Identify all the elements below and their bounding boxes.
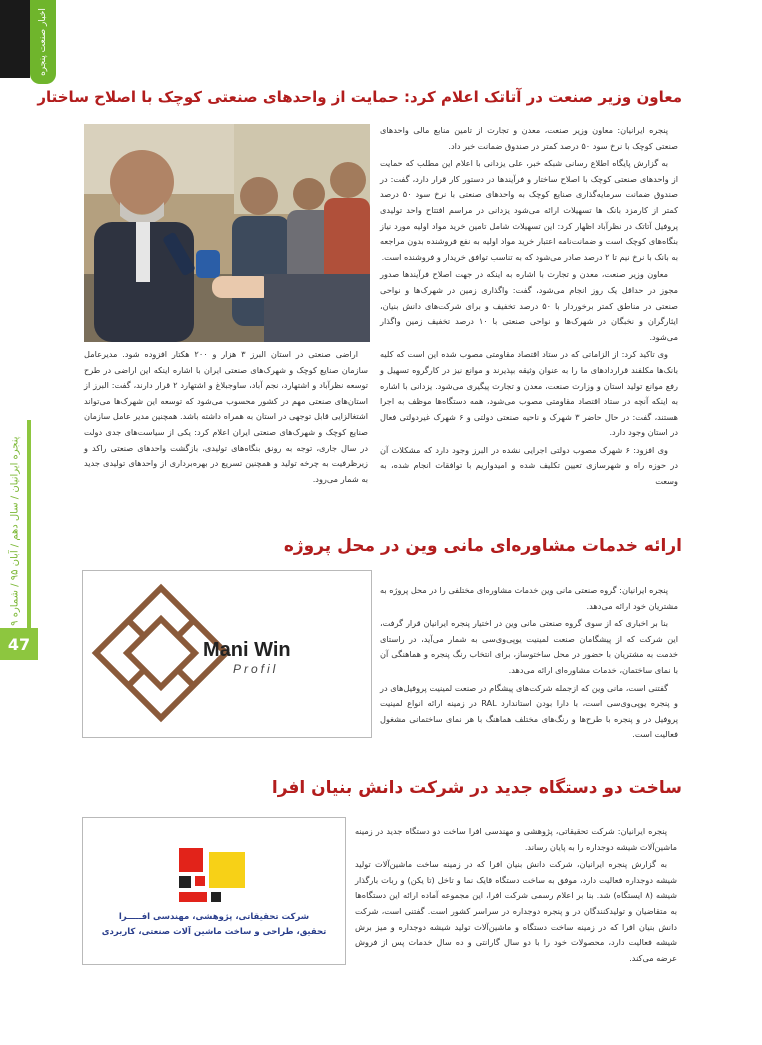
press-photo-illustration <box>84 124 370 342</box>
section-tab-label: اخبار صنعت پنجره <box>38 8 48 76</box>
article3-headline: ساخت دو دستگاه جدید در شرکت دانش بنیان افرا <box>271 778 682 798</box>
article3-paragraph: به گزارش پنجره ایرانیان، شرکت دانش بنیان افرا که در زمینه ساخت ماشین‌آلات تولید شیشه دوجداره فعالیت دارد، موفق به ساخت دستگاه قایک نما و تاخل (تا یکن) و ربات بارگذار شیشه (۸ ایستگاه) شد. بنا بر اعلام رسمی شرکت افرا، این مجموعه آماده ارائه این دستگاه‌ها به متقاضیان و تولیدکنندگان در و پنجره دوجداره در سراسر کشور است. گفتنی است، شرکت دانش بنیان افرا که در زمینه ساخت دستگاه و ماشین‌آلات تولید شیشه دوجداره و میز برش شیشه فعالیت دارد، محصولات خود را با دو سال گارانتی و ده سال خدمات پس از فروش عرضه می‌کند. <box>355 859 678 963</box>
article3-paragraph: پنجره ایرانیان: شرکت تحقیقاتی، پژوهشی و مهندسی افرا ساخت دو دستگاه جدید در زمینه ماشین‌آلات شیشه دوجداره را به پایان رساند. <box>355 826 677 852</box>
article1-paragraph: به گزارش پایگاه اطلاع رسانی شبکه خبر، علی یزدانی با اعلام این مطلب که حمایت از واحدهای صنعتی کوچک با اصلاح ساختار و فرآیندها در دستور کار قرار دارد، گفت: در صندوق ضمانت سرمایه‌گذاری صنایع کوچک به واحدهای صنعتی با نرخ سود ۵۰ درصد کمتر از کارمزد بانک ها تسهیلات ارائه می‌شود یزدانی در مراسم افتتاح واحد تولیدی پروفیل آتاتک در نظرآباد اظهار کرد: این تسهیلات شامل تامین خرید مواد اولیه مورد نیاز بنگاه‌های کوچک است و ضمانت‌نامه اعتبار خرید مواد اولیه به نفع فروشنده بدون مراجعه به بانک با نرخ نیم تا ۲ درصد صادر می‌شود که به تناسب توافق خریدار و فروشنده است. <box>380 158 679 262</box>
corner-block <box>0 0 30 78</box>
afra-logo-line1: شرکت تحقیقاتی، پژوهشی، مهندسی افـــــرا <box>118 912 310 922</box>
section-tab <box>30 0 56 84</box>
article2-headline: ارائه خدمات مشاوره‌ای مانی وین در محل پروژه <box>283 536 682 556</box>
article2-body <box>380 583 678 745</box>
article2-paragraph: پنجره ایرانیان: گروه صنعتی مانی وین خدمات مشاوره‌ای مختلفی را در محل پروژه به مشتریان خود ارائه می‌دهد. <box>379 585 678 611</box>
sidebar-accent-line <box>27 420 31 652</box>
article1-paragraph: پنجره ایرانیان: معاون وزیر صنعت، معدن و تجارت از تامین منابع مالی واحدهای صنعتی کوچک با نرخ سود ۵۰ درصد کمتر در صندوق ضمانت خبر داد. <box>380 125 678 151</box>
issue-info <box>4 420 26 652</box>
article1-paragraph: اراضی صنعتی در استان البرز ۳ هزار و ۲۰۰ هکتار افزوده شود. مدیرعامل سازمان صنایع کوچک و شهرک‌های صنعتی ایران با اشاره اینکه این اراضی در طرح توسعه نظرآباد و اشتهارد، نجم آباد، ساوجبلاغ و اشتهارد ۲ قرار دارند، گفت: البرز از استان‌های صنعتی مهم در کشور محسوب می‌شود که توسعه این شهرک‌ها می‌تواند اشتغالزایی قابل توجهی در استان به همراه داشته باشد. همچنین مدیر عامل سازمان صنایع کوچک و شهرک‌های صنعتی ایران اعلام کرد: یکی از سیاست‌های جدی دولت در سال جاری، توجه به رونق بنگاه‌های تولیدی، بازگشت واحدهای صنعتی راکد و زیرظرفیت به چرخه تولید و همچنین تسریع در بهره‌برداری از واحدهای تولیدی جدید به شمار می‌رود. <box>84 349 368 484</box>
article3-body <box>355 824 677 968</box>
afra-logo-icon <box>83 818 345 964</box>
article1-photo <box>84 124 370 342</box>
maniwin-logo-name: Mani Win <box>203 639 291 661</box>
article1-column-left <box>84 347 368 489</box>
page-number: 47 <box>0 628 38 660</box>
maniwin-logo-subtitle: Profil <box>233 662 279 676</box>
afra-logo-box <box>82 817 346 965</box>
article1-column-right <box>380 123 678 492</box>
article2-paragraph: گفتنی است، مانی وین که ازجمله شرکت‌های پیشگام در صنعت لمینیت پروفیل‌های در و پنجره یو‌پی‌وی‌سی است، با دارا بودن استاندارد RAL در زمینه ارائه انواع لمینیت پروفیل در و پنجره با طرح‌ها و رنگ‌های مختلف هماهنگ با هر نمای ساختمانی مشغول فعالیت است. <box>380 682 679 740</box>
article2-paragraph: بنا بر اخباری که از سوی گروه صنعتی مانی وین در اختیار پنجره ایرانیان قرار گرفت، این شرکت که از پیشگامان صنعت لمینیت یو‌پی‌وی‌سی به شمار می‌آید، در راستای خدمت به مشتریان با حضور در محل ساختوساز، برای انتخاب رنگ پنجره و هماهنگی آن با نمای ساختمان، خدمات مشاوره‌ای ارائه می‌دهد. <box>380 618 678 675</box>
article1-paragraph: معاون وزیر صنعت، معدن و تجارت با اشاره به اینکه در جهت اصلاح فرآیندها صدور مجوز در حداقل یک روز انجام می‌شود، گفت: واگذاری زمین در شهرک‌ها و نواحی صنعتی در مناطق کمتر برخوردار با ۵۰ درصد تخفیف و برای شرکت‌های دانش بنیان، ایثارگران و نخبگان در شهرک‌ها و نواحی صنعتی با ۱۰ درصد تخفیف زمین واگذار می‌شود. <box>380 269 678 342</box>
article1-paragraph: وی تاکید کرد: از الزاماتی که در ستاد اقتصاد مقاومتی مصوب شده این است که کلیه بانک‌ها مکلفند قراردادهای ما را به عنوان وثیقه بپذیرند و موانع نیز در کارگروه تسهیل و رفع موانع تولید استان و وزارت صنعت، معدن و تجارت پیگیری می‌شود. یزدانی با اشاره به اینکه آنچه در ستاد اقتصاد مقاومتی مصوب می‌شود، همه دستگاه‌ها موظف به اجرا هستند، گفت: در حال حاضر ۳ شهرک و ناحیه صنعتی دولتی و ۶ شهرک غیردولتی فعال در استان وجود دارد. <box>380 349 678 438</box>
article1-paragraph: وی افزود: ۶ شهرک مصوب دولتی اجرایی نشده در البرز وجود دارد که مشکلات آن در حوزه راه و شهرسازی تعیین تکلیف شده و امیدواریم با توافقات انجام شده، به وسعت <box>380 444 678 487</box>
maniwin-logo-box <box>82 570 372 738</box>
afra-logo-line2: تحقیق، طراحی و ساخت ماشین آلات صنعتی، کاربردی <box>101 927 327 937</box>
article1-headline: معاون وزیر صنعت در آتاتک اعلام کرد: حمایت از واحدهای صنعتی کوچک با اصلاح ساختار <box>37 88 682 106</box>
issue-info-text: پنجره ایرانیان / سال دهم / آبان ۹۵ / شماره <box>9 435 21 617</box>
